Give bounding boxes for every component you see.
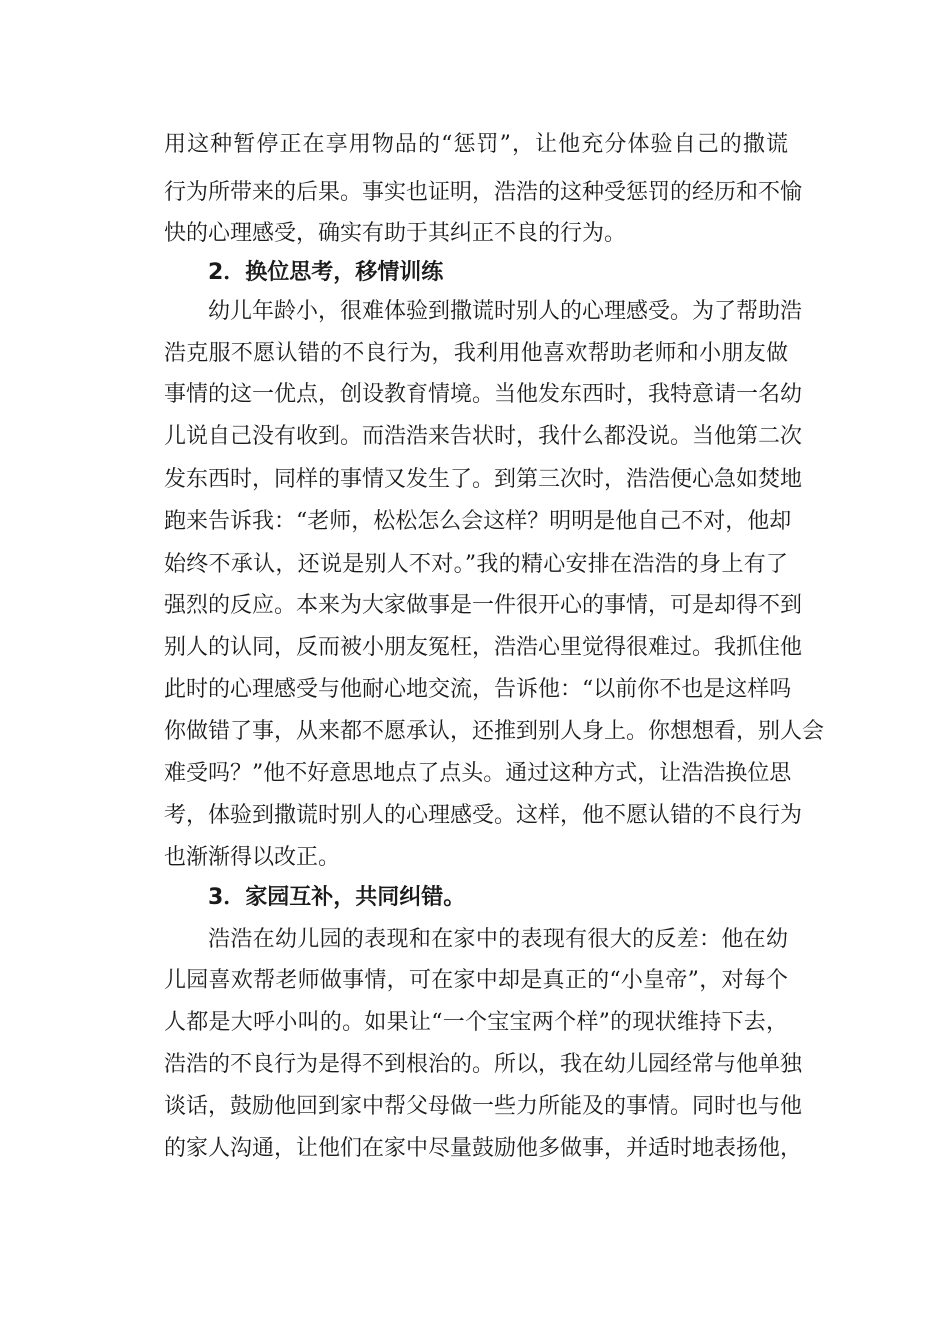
- text-line: 幼儿年龄小，很难体验到撒谎时别人的心理感受。为了帮助浩: [208, 299, 803, 324]
- text-line: 儿园喜欢帮老师做事情，可在家中却是真正的“小皇帝”，对每个: [164, 968, 788, 993]
- text-line: 用这种暂停正在享用物品的“惩罚”，让他充分体验自己的撒谎: [164, 132, 788, 157]
- text-line: 行为所带来的后果。事实也证明，浩浩的这种受惩罚的经历和不愉: [164, 180, 803, 205]
- text-line: 跑来告诉我：“老师，松松怎么会这样？明明是他自己不对，他却: [164, 509, 792, 534]
- text-line: 人都是大呼小叫的。如果让“一个宝宝两个样”的现状维持下去，: [164, 1010, 788, 1035]
- text-line: 谈话，鼓励他回到家中帮父母做一些力所能及的事情。同时也与他: [164, 1094, 803, 1119]
- text-line: 浩浩的不良行为是得不到根治的。所以，我在幼儿园经常与他单独: [164, 1052, 803, 1077]
- text-line: 始终不承认，还说是别人不对。”我的精心安排在浩浩的身上有了: [164, 552, 788, 577]
- text-line: 强烈的反应。本来为大家做事是一件很开心的事情，可是却得不到: [164, 593, 803, 618]
- text-line: 此时的心理感受与他耐心地交流，告诉他：“以前你不也是这样吗: [164, 677, 792, 702]
- text-line: 事情的这一优点，创设教育情境。当他发东西时，我特意请一名幼: [164, 382, 803, 407]
- text-line: 考，体验到撒谎时别人的心理感受。这样，他不愿认错的不良行为: [164, 803, 803, 828]
- section-heading: 2．换位思考，移情训练: [208, 260, 444, 285]
- text-line: 别人的认同，反而被小朋友冤枉，浩浩心里觉得很难过。我抓住他: [164, 635, 803, 660]
- text-line: 儿说自己没有收到。而浩浩来告状时，我什么都没说。当他第二次: [164, 424, 803, 449]
- text-line: 你做错了事，从来都不愿承认，还推到别人身上。你想想看，别人会: [164, 719, 825, 744]
- section-heading: 3．家园互补，共同纠错。: [208, 885, 466, 910]
- text-line: 难受吗？”他不好意思地点了点头。通过这种方式，让浩浩换位思: [164, 761, 792, 786]
- text-line: 也渐渐得以改正。: [164, 845, 341, 870]
- text-line: 浩浩在幼儿园的表现和在家中的表现有很大的反差：他在幼: [208, 927, 788, 952]
- text-line: 的家人沟通，让他们在家中尽量鼓励他多做事，并适时地表扬他，: [164, 1136, 803, 1161]
- text-line: 浩克服不愿认错的不良行为，我利用他喜欢帮助老师和小朋友做: [164, 341, 788, 366]
- text-line: 快的心理感受，确实有助于其纠正不良的行为。: [164, 221, 627, 246]
- text-line: 发东西时，同样的事情又发生了。到第三次时，浩浩便心急如焚地: [164, 467, 803, 492]
